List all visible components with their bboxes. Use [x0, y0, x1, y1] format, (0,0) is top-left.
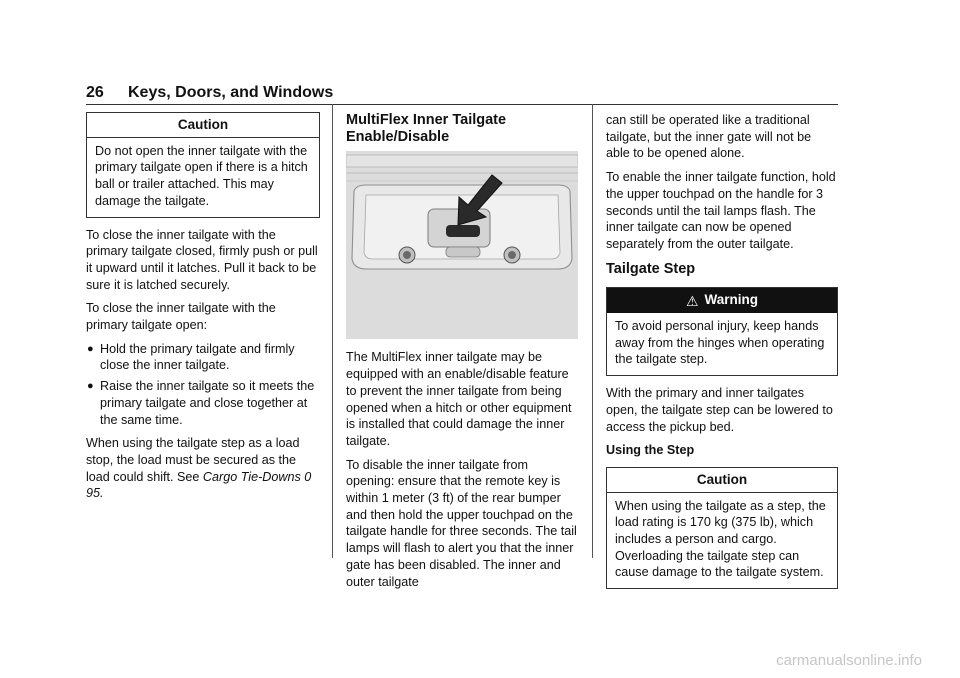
column-1 — [86, 112, 320, 509]
tailgate-handle-illustration — [346, 151, 578, 339]
list-item — [86, 378, 320, 428]
column-2 — [346, 112, 578, 597]
warning-box — [606, 287, 838, 376]
section-heading: Tailgate Step — [606, 260, 696, 277]
warning-text: To avoid personal injury, keep hands away from the hinges when operating the tailgate step. — [615, 319, 825, 367]
watermark: carmanualsonline.info — [776, 652, 922, 669]
paragraph: To close the inner tailgate with the primary tailgate closed, firmly push or pull it upward until it latches. Pull it back to be sure it is latched securely. — [86, 227, 318, 292]
list-item-text: Hold the primary tailgate and firmly close the inner tailgate. — [100, 341, 295, 373]
section-title: Keys, Doors, and Windows — [128, 84, 334, 101]
caution-box — [86, 112, 320, 218]
paragraph: To close the inner tailgate with the primary tailgate open: — [86, 301, 276, 333]
paragraph: With the primary and inner tailgates open, the tailgate step can be lowered to access the pickup bed. — [606, 386, 833, 434]
warning-title: Warning — [704, 292, 759, 308]
bullet-icon: ● — [87, 380, 94, 393]
section-heading: MultiFlex Inner Tailgate Enable/Disable — [346, 112, 507, 145]
paragraph: can still be operated like a traditional tailgate, but the inner gate will not be able to be opened alone. — [606, 113, 812, 161]
page-header — [86, 84, 838, 105]
warning-header — [607, 288, 837, 313]
caution-text: When using the tailgate as a step, the load rating is 170 kg (375 lb), which includes a person and cargo. Overloading the tailgate step can cause damage to the tailgate system. — [615, 498, 826, 580]
caution-text: Do not open the inner tailgate with the primary tailgate open if there is a hitch ball or trailer attached. This may damage the tailgate. — [95, 143, 308, 208]
caution-box — [606, 467, 838, 589]
page-reference: 0 95. — [86, 469, 312, 501]
caution-title: Caution — [607, 468, 837, 493]
column-divider — [592, 104, 593, 558]
paragraph: To disable the inner tailgate from opening: ensure that the remote key is within 1 meter (3 ft) of the rear bumper and then hold the upper touchpad on the tailgate handle for three seconds. The tail lamps will flash to alert you that the inner gate has been disabled. The inner and outer tailgate — [346, 457, 577, 589]
list-item-text: Raise the inner tailgate so it meets the primary tailgate and close together at the same time. — [100, 379, 315, 427]
page-number: 26 — [86, 84, 104, 101]
tailgate-handle-drawing — [346, 151, 578, 339]
paragraph-text: When using the tailgate step as a load stop, the load must be secured as the load could shift. See — [86, 436, 300, 484]
bullet-icon: ● — [87, 342, 94, 355]
column-divider — [332, 104, 333, 558]
paragraph — [86, 435, 320, 502]
paragraph: To enable the inner tailgate function, hold the upper touchpad on the handle for 3 seconds until the tail lamps flash. The inner tailgate can now be opened separately from the outer tailgate. — [606, 170, 836, 251]
list-item — [86, 341, 320, 374]
paragraph: The MultiFlex inner tailgate may be equipped with an enable/disable feature to prevent the inner tailgate from being opened when a hitch or other equipment is installed that could damage the inner tailgate. — [346, 350, 572, 448]
column-3 — [606, 112, 838, 589]
caution-title: Caution — [87, 113, 319, 138]
subheading: Using the Step — [606, 443, 695, 458]
warning-icon: ⚠ — [685, 292, 699, 309]
cross-reference-link[interactable]: Cargo Tie-Downs — [202, 469, 301, 484]
bullet-list — [86, 341, 320, 429]
